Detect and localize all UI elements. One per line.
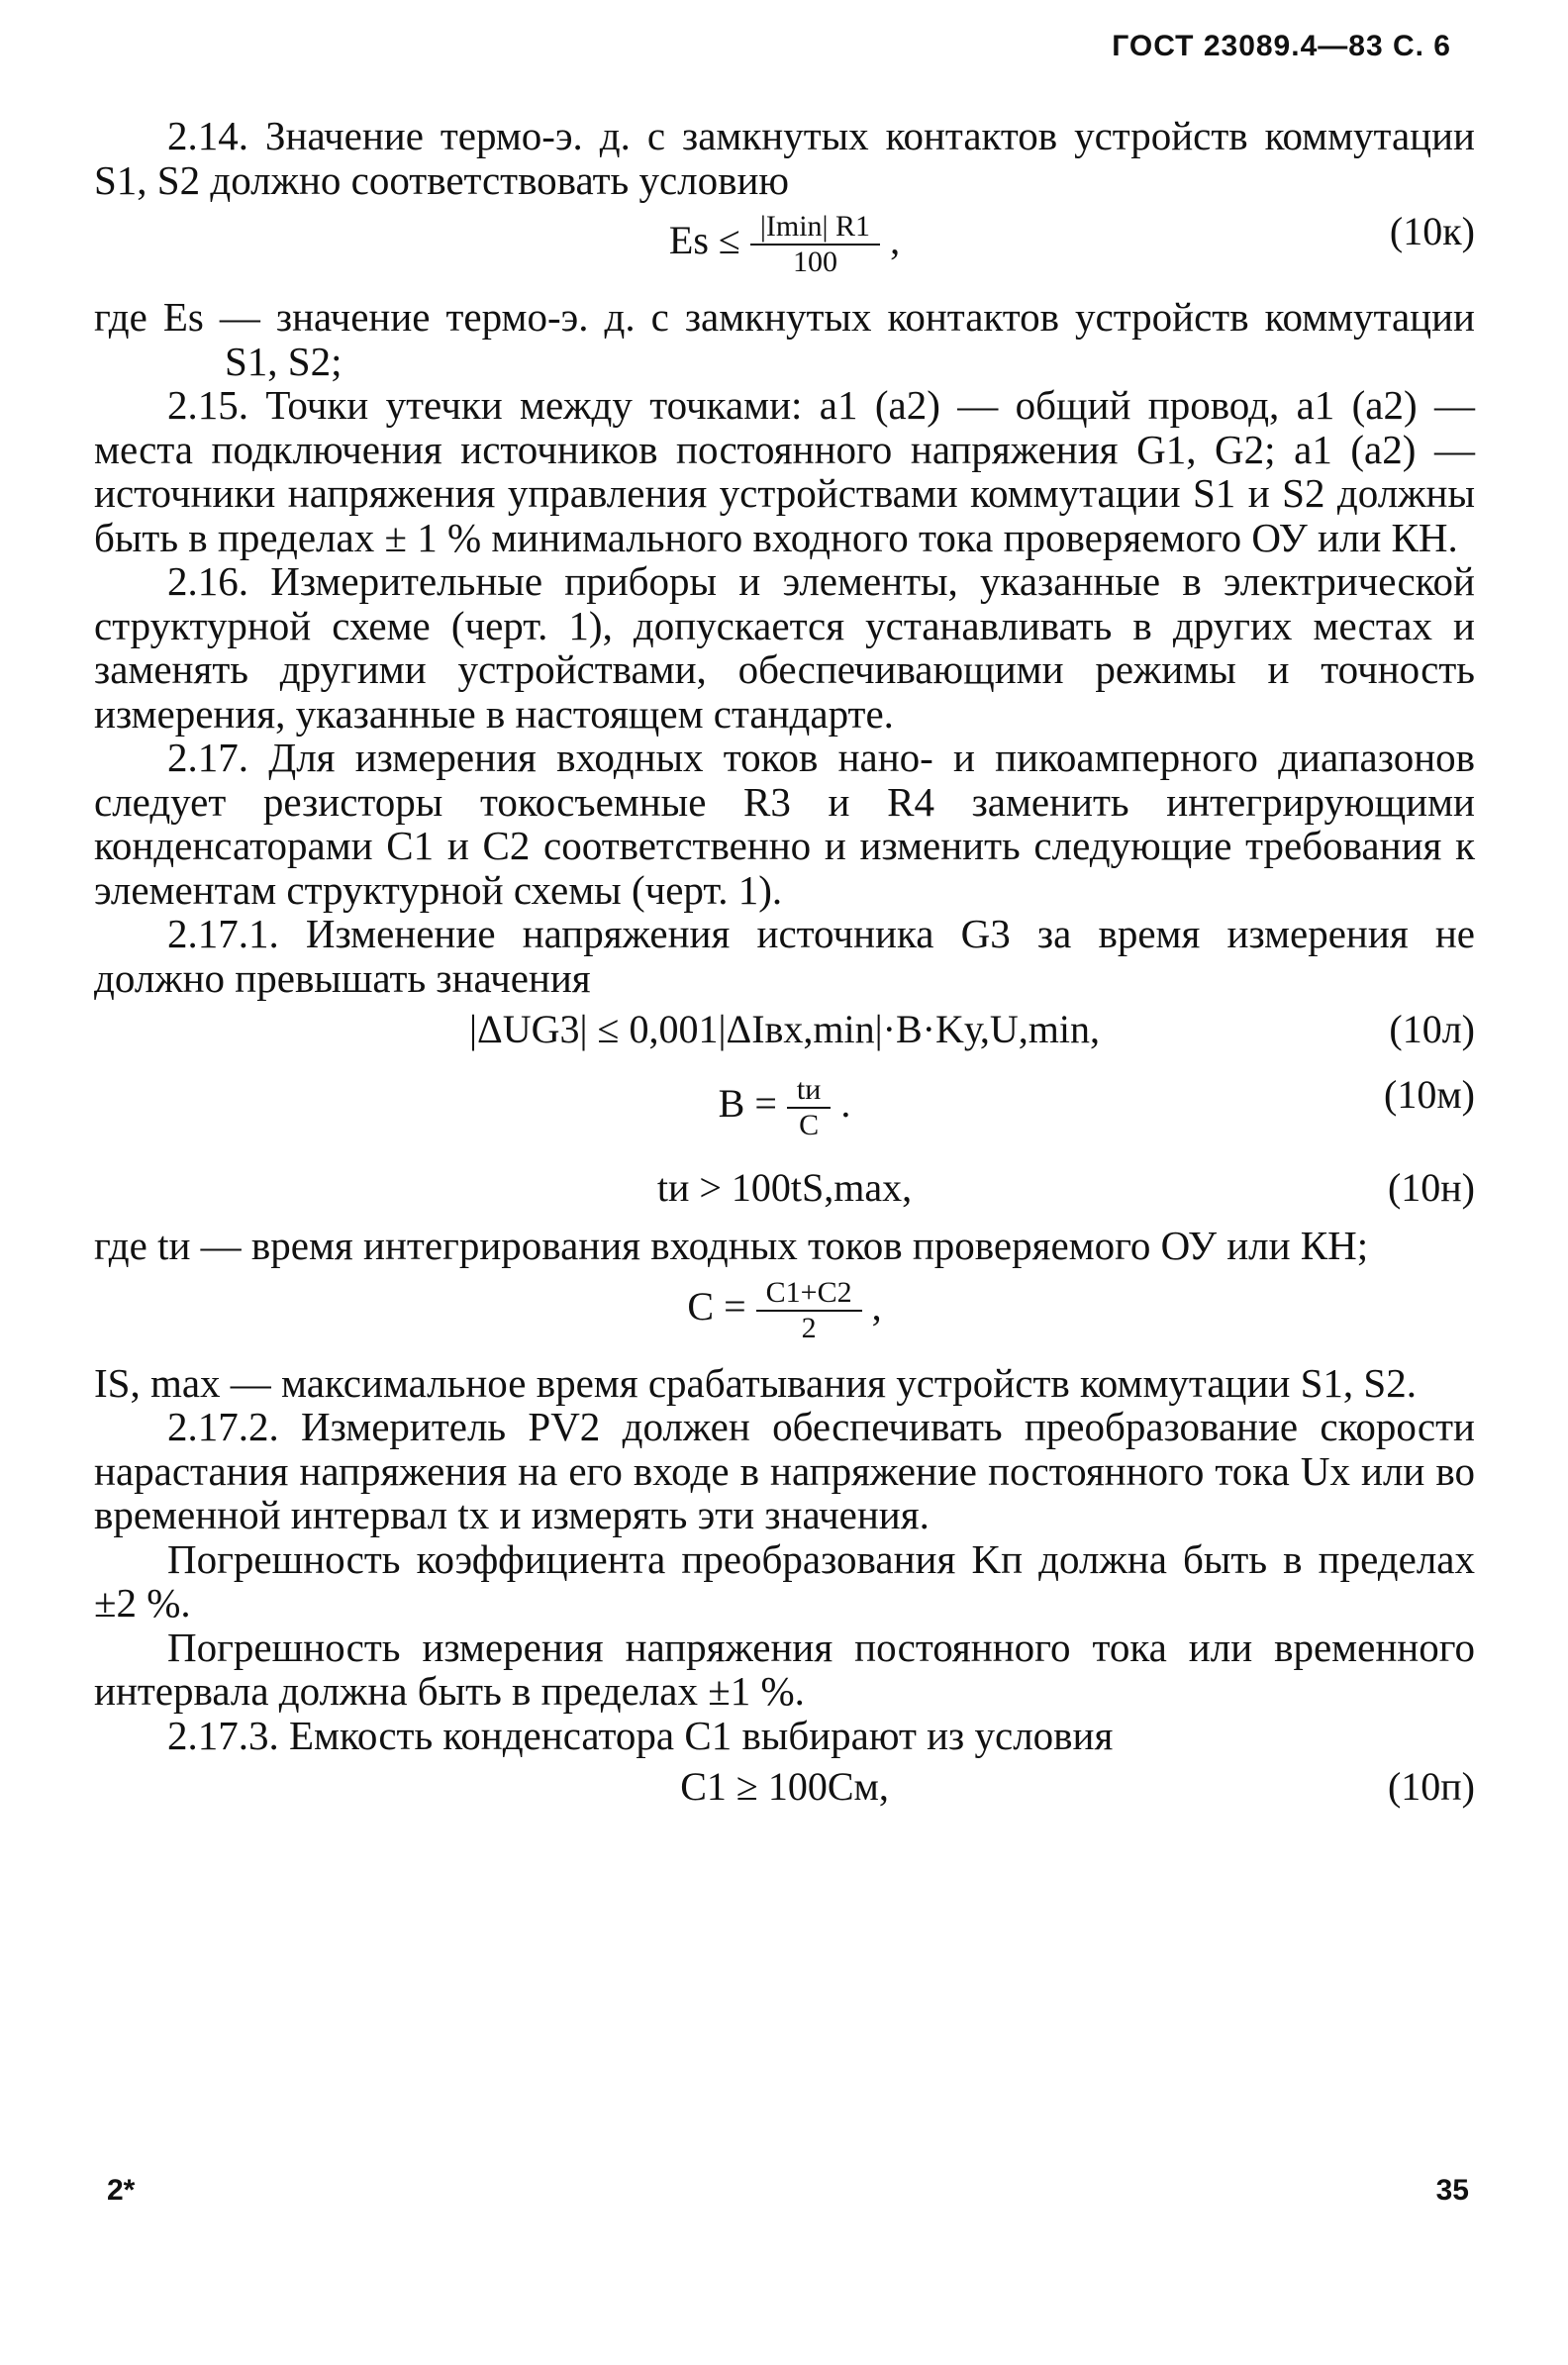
formula-10k-label: (10к) <box>1389 209 1475 253</box>
paragraph-2-15: 2.15. Точки утечки между точками: a1 (a2) — общий провод, a1 (a2) — места подключения источников постоянного напряжения G1, G2; a1 (a2) — источники напряжения управления устройствами коммутации S1 и S2 должны быть в пределах ± 1 % минимального входного тока проверяемого ОУ или КН. <box>94 382 1475 560</box>
formula-c-tail: , <box>871 1283 882 1329</box>
formula-10l-label: (10л) <box>1389 1007 1475 1051</box>
paragraph-2-17: 2.17. Для измерения входных токов нано- и пикоамперного диапазонов следует резисторы токосъемные R3 и R4 заменить интегрирующими конденсаторами C1 и C2 соответственно и изменить следующие требования к элементам структурной схемы (черт. 1). <box>94 735 1475 913</box>
paragraph-error-u: Погрешность измерения напряжения постоянного тока или временного интервала должна быть в пределах ±1 %. <box>94 1624 1475 1714</box>
formula-10n <box>94 1158 1475 1224</box>
formula-10k-fraction <box>750 210 880 279</box>
formula-10m-denominator: C <box>799 1109 820 1141</box>
formula-10n-expression: tи > 100tS,max, <box>656 1165 913 1210</box>
formula-10m-fraction <box>787 1073 831 1142</box>
formula-10m <box>94 1065 1475 1158</box>
footer-signature: 2* <box>107 2174 136 2207</box>
formula-10m-tail: . <box>840 1081 851 1127</box>
formula-10k-lhs: Es ≤ <box>668 218 740 263</box>
formula-10m-lhs: B = <box>718 1081 777 1127</box>
formula-c-numerator: C1+C2 <box>756 1276 862 1312</box>
paragraph-error-kp: Погрешность коэффициента преобразования Kп должна быть в пределах ±2 %. <box>94 1535 1475 1626</box>
formula-10k-denominator: 100 <box>792 246 837 278</box>
formula-10p-expression: C1 ≥ 100Cм, <box>680 1764 889 1809</box>
formula-10n-label: (10н) <box>1387 1165 1475 1210</box>
paragraph-2-17-1: 2.17.1. Изменение напряжения источника G3 за время измерения не должно превышать значения <box>94 911 1475 1001</box>
formula-10k-tail: , <box>890 218 901 263</box>
paragraph-2-14: 2.14. Значение термо-э. д. с замкнутых контактов устройств коммутации S1, S2 должно соответствовать условию <box>94 113 1475 203</box>
formula-10l <box>94 1000 1475 1065</box>
document-body <box>94 114 1475 1823</box>
definition-es: где Es — значение термо-э. д. с замкнутых контактов устройств коммутации S1, S2; <box>94 294 1475 384</box>
page-header: ГОСТ 23089.4—83 С. 6 <box>1112 30 1451 62</box>
paragraph-2-16: 2.16. Измерительные приборы и элементы, указанные в электрической структурной схеме (черт. 1), допускается устанавливать в других местах и заменять другими устройствами, обеспечивающими режимы и точность измерения, указанные в настоящем стандарте. <box>94 558 1475 737</box>
formula-10l-expression: |ΔUG3| ≤ 0,001|ΔIвх,min|·B·Kу,U,min, <box>469 1007 1100 1051</box>
definition-is-max: IS, max — максимальное время срабатывания устройств коммутации S1, S2. <box>94 1359 1417 1406</box>
formula-c <box>94 1268 1475 1361</box>
formula-10m-numerator: tи <box>787 1073 831 1109</box>
definition-ti: где tи — время интегрирования входных токов проверяемого ОУ или КН; <box>94 1223 1369 1268</box>
paragraph-2-17-3: 2.17.3. Емкость конденсатора C1 выбирают из условия <box>167 1712 1114 1758</box>
formula-10p-label: (10п) <box>1387 1764 1475 1809</box>
formula-c-lhs: C = <box>687 1283 746 1329</box>
paragraph-2-17-2: 2.17.2. Измеритель PV2 должен обеспечивать преобразование скорости нарастания напряжения на его входе в напряжение постоянного тока Ux или во временной интервал tx и измерять эти значения. <box>94 1404 1475 1537</box>
formula-10m-label: (10м) <box>1384 1072 1475 1117</box>
page-number: 35 <box>1435 2174 1469 2207</box>
formula-10k <box>94 202 1475 295</box>
formula-10p <box>94 1757 1475 1823</box>
formula-c-denominator: 2 <box>801 1311 817 1344</box>
formula-c-fraction <box>756 1276 862 1345</box>
formula-10k-numerator: |Imin| R1 <box>750 210 880 246</box>
